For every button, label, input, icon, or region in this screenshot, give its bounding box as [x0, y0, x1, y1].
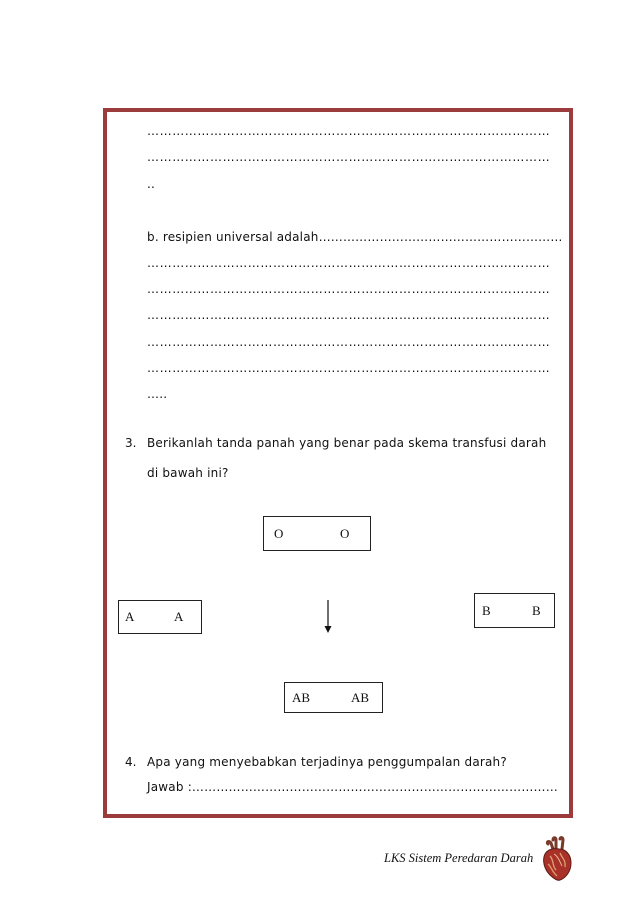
question-3-text-line-2: di bawah ini? [147, 466, 229, 480]
answer-line-8: …………………………………………………………………………………… [147, 335, 551, 349]
box-ab-left-label: AB [292, 689, 311, 705]
box-ab-right-label: AB [351, 689, 370, 705]
question-4-number: 4. [125, 755, 137, 769]
box-b-left-label: B [482, 602, 491, 618]
blood-type-box-b [474, 593, 555, 628]
answer-line-5: …………………………………………………………………………………… [147, 256, 551, 270]
answer-line-9: …………………………………………………………………………………… [147, 361, 551, 375]
answer-line-7: …………………………………………………………………………………… [147, 308, 551, 322]
question-4-text: Apa yang menyebabkan terjadinya penggumpalan darah? [147, 755, 507, 769]
question-4-answer-line: Jawab :……………………………………………………………………………… [147, 780, 558, 794]
answer-line-3: .. [147, 177, 156, 191]
footer-title: LKS Sistem Peredaran Darah [384, 851, 534, 865]
answer-line-1: …………………………………………………………………………………… [147, 124, 551, 138]
question-b-universal-recipient: b. resipien universal adalah…………………………………………………… [147, 230, 563, 244]
blood-type-box-ab [284, 682, 383, 713]
box-o-right-label: O [340, 525, 350, 541]
answer-line-10: ….. [147, 387, 168, 401]
question-3-number: 3. [125, 436, 137, 450]
box-o-left-label: O [274, 525, 284, 541]
blood-type-box-o [263, 516, 371, 551]
heart-icon [540, 836, 574, 882]
box-a-left-label: A [125, 609, 135, 624]
question-3-text-line-1: Berikanlah tanda panah yang benar pada skema transfusi darah [147, 436, 547, 450]
blood-type-box-a [118, 600, 202, 634]
down-arrow-icon [323, 600, 333, 633]
answer-line-2: …………………………………………………………………………………… [147, 150, 551, 164]
box-a-right-label: A [174, 609, 184, 624]
box-b-right-label: B [532, 602, 541, 618]
answer-line-6: …………………………………………………………………………………… [147, 282, 551, 296]
